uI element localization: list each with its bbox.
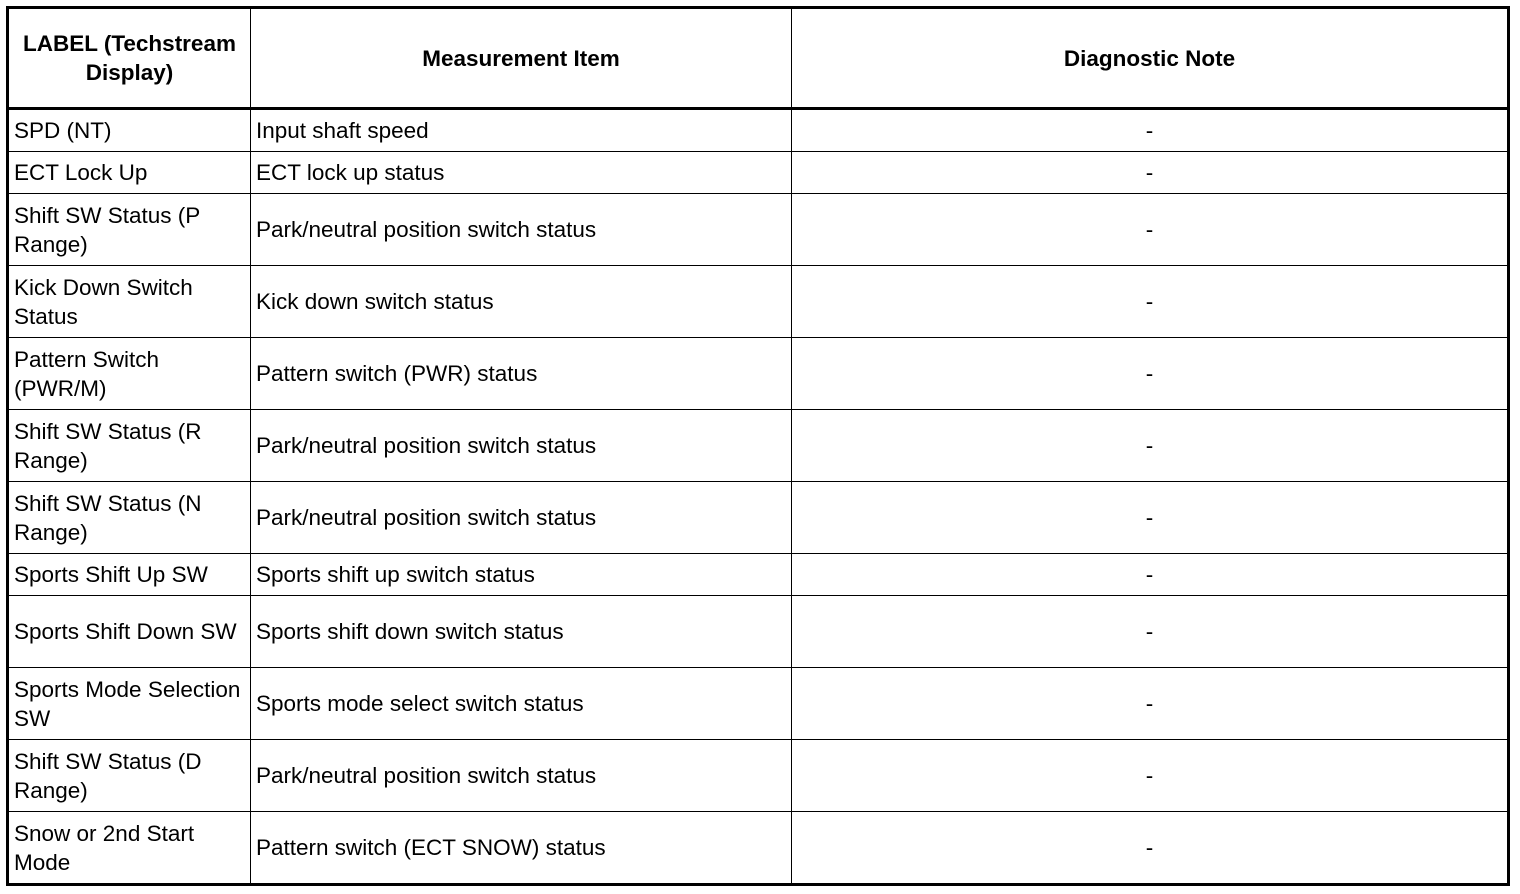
diagnostic-note-cell: - <box>792 152 1509 194</box>
table-header-row <box>8 8 1509 109</box>
table-row <box>8 740 1509 812</box>
table-row <box>8 812 1509 885</box>
label-cell: ECT Lock Up <box>8 152 251 194</box>
table-row <box>8 554 1509 596</box>
measurement-item-cell: Kick down switch status <box>251 266 792 338</box>
label-cell: Shift SW Status (N Range) <box>8 482 251 554</box>
label-cell: Sports Shift Up SW <box>8 554 251 596</box>
diagnostic-note-cell: - <box>792 109 1509 152</box>
diagnostic-note-cell: - <box>792 482 1509 554</box>
diagnostic-note-cell: - <box>792 596 1509 668</box>
label-cell: Kick Down Switch Status <box>8 266 251 338</box>
measurement-item-cell: Input shaft speed <box>251 109 792 152</box>
measurement-item-cell: ECT lock up status <box>251 152 792 194</box>
label-cell: Shift SW Status (P Range) <box>8 194 251 266</box>
diagnostic-note-cell: - <box>792 812 1509 885</box>
table-body <box>8 109 1509 885</box>
table-row <box>8 668 1509 740</box>
measurement-item-cell: Pattern switch (PWR) status <box>251 338 792 410</box>
measurement-item-cell: Pattern switch (ECT SNOW) status <box>251 812 792 885</box>
diagnostic-data-table <box>6 6 1510 886</box>
header-label: LABEL (Techstream Display) <box>8 8 251 109</box>
measurement-item-cell: Sports mode select switch status <box>251 668 792 740</box>
diagnostic-note-cell: - <box>792 740 1509 812</box>
header-measurement-item: Measurement Item <box>251 8 792 109</box>
label-cell: Sports Shift Down SW <box>8 596 251 668</box>
label-cell: Pattern Switch (PWR/M) <box>8 338 251 410</box>
table-row <box>8 109 1509 152</box>
measurement-item-cell: Park/neutral position switch status <box>251 410 792 482</box>
label-cell: Shift SW Status (D Range) <box>8 740 251 812</box>
measurement-item-cell: Sports shift up switch status <box>251 554 792 596</box>
table-row <box>8 338 1509 410</box>
table-row <box>8 152 1509 194</box>
diagnostic-note-cell: - <box>792 338 1509 410</box>
label-cell: Snow or 2nd Start Mode <box>8 812 251 885</box>
diagnostic-note-cell: - <box>792 194 1509 266</box>
diagnostic-note-cell: - <box>792 554 1509 596</box>
label-cell: Sports Mode Selection SW <box>8 668 251 740</box>
diagnostic-note-cell: - <box>792 266 1509 338</box>
table-row <box>8 194 1509 266</box>
table-row <box>8 410 1509 482</box>
table-row <box>8 596 1509 668</box>
measurement-item-cell: Sports shift down switch status <box>251 596 792 668</box>
diagnostic-note-cell: - <box>792 410 1509 482</box>
measurement-item-cell: Park/neutral position switch status <box>251 482 792 554</box>
diagnostic-note-cell: - <box>792 668 1509 740</box>
table-row <box>8 266 1509 338</box>
measurement-item-cell: Park/neutral position switch status <box>251 740 792 812</box>
table-row <box>8 482 1509 554</box>
label-cell: SPD (NT) <box>8 109 251 152</box>
header-diagnostic-note: Diagnostic Note <box>792 8 1509 109</box>
measurement-item-cell: Park/neutral position switch status <box>251 194 792 266</box>
label-cell: Shift SW Status (R Range) <box>8 410 251 482</box>
